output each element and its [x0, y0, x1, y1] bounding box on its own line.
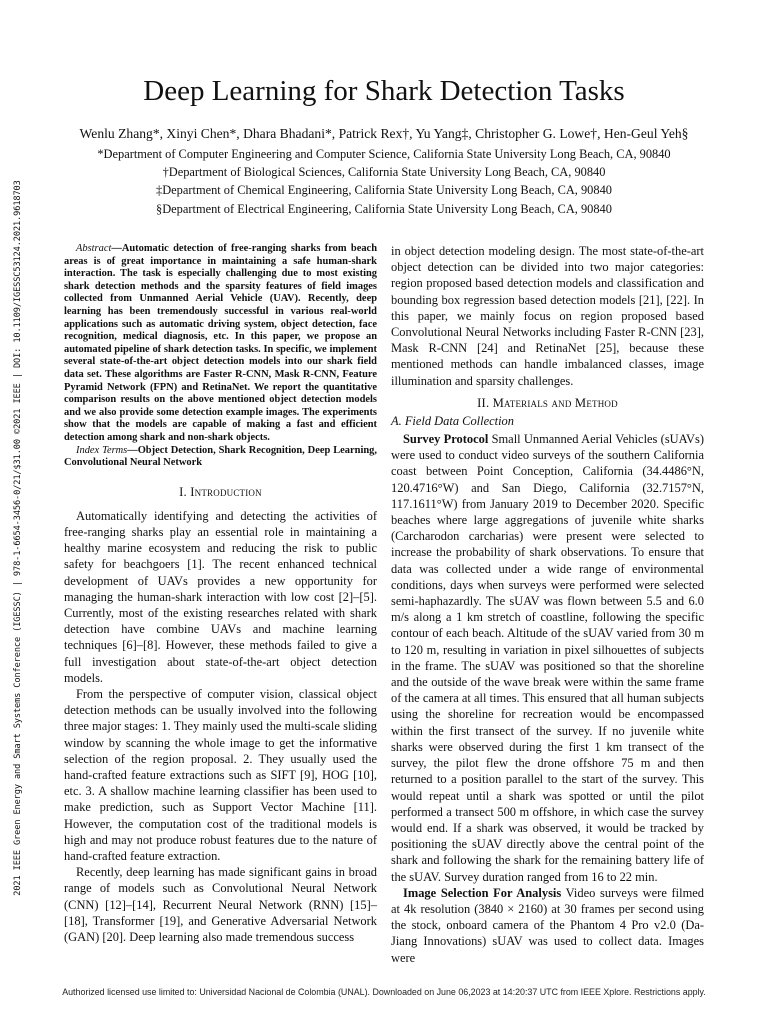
survey-protocol-text: Small Unmanned Aerial Vehicles (sUAVs) were used to conduct video surveys of the southern California coast between Point Conception, California (34.4486°N, 120.4716°W) and San Diego, California (32.7157°N, 117.1611°W) from January 2019 to December 2020. Specific beaches where large aggregations of juvenile white sharks (Carcharodon carcharias) were present were selected to increase the probability of shark observations. To ensure that data was collected under a wide range of environmental conditions, days when surveys were performed were selected semi-haphazardly. The sUAV was flown between 5.5 and 6.0 m/s along a 1 km stretch of coastline, following the specific contour of each beach. Altitude of the sUAV varied from 30 m to 120 m, resulting in variation in pixel silhouettes of subjects in the frame. The sUAV was positioned so that the shoreline and the outside of the wave break were within the same frame of the camera at all times. This ensured that all human subjects using the shoreline for recreation would be encompassed within the first transect of the survey. If no juvenile white sharks were observed during the first 1 km transect of the survey, the pilot flew the drone offshore 75 m and then returned to a position parallel to the start of the survey. This would repeat until a shark was spotted or until the pilot performed a transect 500 m offshore, in which case the survey would end. If a shark was observed, it would be tracked by positioning the sUAV directly above the central point of the shark and following the shark for the remaining battery life of the sUAV. Survey duration ranged from 16 to 22 min. [391, 432, 704, 884]
right-column [391, 243, 704, 966]
intro-paragraph-1: Automatically identifying and detecting the activities of free-ranging sharks play an essential role in maintaining a healthy marine ecosystem and reducing the risk to public safety for beachgoers [1]. The recent enhanced technical development of UAVs provides a new opportunity for managing the human-shark interaction with low cost [2]–[5]. Currently, most of the existing researches related with shark detection have combine UAVs and machine learning techniques [6]–[8]. However, these methods failed to give a full investigation about state-of-the-art object detection models. [64, 508, 377, 685]
subsection-heading-field-data: A. Field Data Collection [391, 413, 514, 428]
image-selection-paragraph [391, 885, 704, 966]
index-terms [64, 445, 377, 470]
affiliation-cecs: *Department of Computer Engineering and Computer Science, California State University Long Beach, CA, 90840 [97, 147, 671, 161]
intro-paragraph-3: Recently, deep learning has made significant gains in broad range of models such as Convolutional Neural Network (CNN) [12]–[14], Recurrent Neural Network (RNN) [15]–[18], Transformer [19], and Generative Adversarial Network (GAN) [20]. Deep learning also made tremendous success [64, 865, 377, 944]
survey-protocol-paragraph [391, 431, 704, 885]
abstract-label: Abstract [76, 243, 112, 254]
license-footer: Authorized licensed use limited to: Universidad Nacional de Colombia (UNAL). Downloaded on June 06,2023 at 14:20:37 UTC from IEEE Xplore. Restrictions apply. [62, 987, 706, 997]
affiliation-electrical-eng: §Department of Electrical Engineering, California State University Long Beach, CA, 90840 [156, 201, 612, 216]
section-heading-introduction: I. Introduction [179, 484, 262, 499]
publication-sidebar-note: 2021 IEEE Green Energy and Smart Systems Conference (IGESSC) | 978-1-6654-3456-0/21/$31.00 ©2021 IEEE | DOI: 10.1109/IGESSC53124.2021.9618703 [13, 180, 23, 896]
left-column [64, 243, 377, 945]
survey-protocol-label: Survey Protocol [403, 432, 489, 447]
paper-title: Deep Learning for Shark Detection Tasks [143, 75, 625, 107]
intro-continuation: in object detection modeling design. The most state-of-the-art object detection can be divided into two major categories: region proposed based detection models and classification and bounding box regression based detection models [21], [22]. In this paper, we mainly focus on region proposed based Convolutional Neural Networks including Faster R-CNN [23], Mask R-CNN [24] and RetinaNet [25], because these mentioned methods can handle imbalanced classes, image illumination and sparsity challenges. [391, 244, 704, 388]
index-terms-text: —Object Detection, Shark Recognition, Deep Learning, Convolutional Neural Network [64, 444, 377, 469]
index-terms-label: Index Terms [76, 444, 128, 456]
affiliation-list [40, 145, 728, 218]
image-selection-text: Video surveys were filmed at 4k resolution (3840 × 2160) at 30 frames per second using the stock, onboard camera of the Phantom 4 Pro v2.0 (Da-Jiang Innovations) sUAV was used to collect data. Images were [391, 885, 704, 965]
image-selection-label: Image Selection For Analysis [403, 885, 562, 900]
abstract [64, 243, 377, 445]
intro-paragraph-2: From the perspective of computer vision, classical object detection methods can be usually involved into the following three major stages: 1. They mainly used the multi-scale sliding window by scanning the whole image to get the informative selection of the region proposal. 2. They usually used the hand-crafted feature extractions such as SIFT [9], HOG [10], etc. 3. A shallow machine learning classifier has been used to make prediction, such as Support Vector Machine [11]. However, the computation cost of the traditional models is high and may not produce robust features due to the nature of hand-crafted feature extraction. [64, 686, 377, 863]
affiliation-chemical-eng: ‡Department of Chemical Engineering, California State University Long Beach, CA, 90840 [156, 183, 612, 198]
author-list: Wenlu Zhang*, Xinyi Chen*, Dhara Bhadani*, Patrick Rex†, Yu Yang‡, Christopher G. Lowe†, Hen-Geul Yeh§ [79, 126, 689, 141]
abstract-text: —Automatic detection of free-ranging sharks from beach areas is of great importance in maintaining a safe human-shark interaction. The task is especially challenging due to most existing shark detection methods and the sparsity features of field images collected from Unmanned Aerial Vehicle (UAV). Recently, deep learning has been tremendously successful in various real-world applications such as automatic driving system, object detection, face recognition, medical diagnosis, etc. In this paper, we propose an automated pipeline of shark detection tasks. In specific, we implement several state-of-the-art object detection models into our shark field data set. These algorithms are Faster R-CNN, Mask R-CNN, Feature Pyramid Network (FPN) and RetinaNet. We report the quantitative comparison results on the above mentioned object detection models and we also provide some detection example images. The experiments show that the models are capable of making a fast and efficient detection among shark and non-shark objects. [64, 243, 377, 443]
affiliation-biology: †Department of Biological Sciences, California State University Long Beach, CA, 90840 [162, 165, 606, 180]
section-heading-methods: II. Materials and Method [477, 395, 618, 410]
